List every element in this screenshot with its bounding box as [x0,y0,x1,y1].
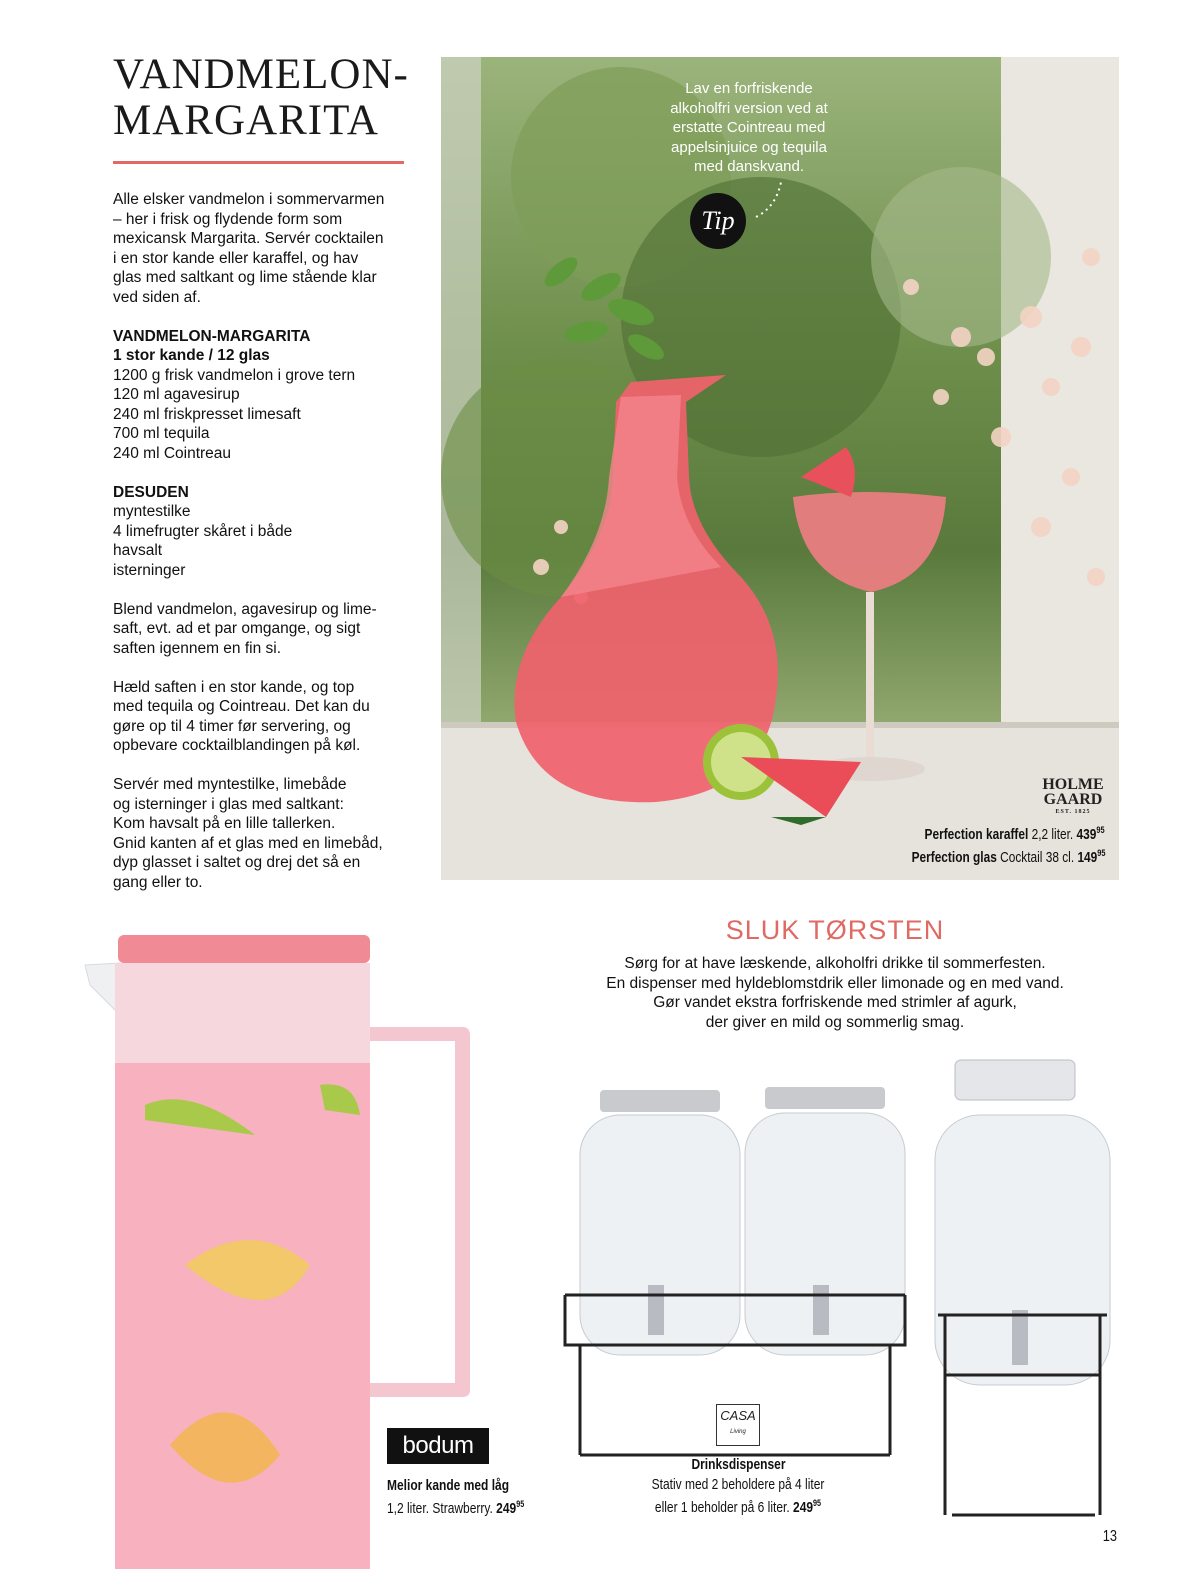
step-line: dyp glasset i saltet og drej det så en [113,854,361,871]
bodum-caption-detail [387,1495,524,1518]
cocktail-glass-stem [866,592,874,762]
bodum-logo: bodum [387,1428,489,1464]
holmegaard-logo [1030,777,1116,817]
intro-line: – her i frisk og flydende form som [113,210,343,228]
cocktail-glass-bowl [793,492,946,592]
bodum-caption-name [387,1477,509,1495]
casa-logo-sub: Living [730,1429,746,1435]
pitcher-handle [370,1027,470,1397]
product-price: 439 [1076,826,1097,843]
casa-caption-detail-1 [626,1476,850,1494]
step-line: Kom havsalt på en lille tallerken. [113,815,336,832]
section-body [560,954,1110,1032]
step-line: saft, evt. ad et par omgange, og sigt [113,620,361,637]
hero-photo [441,57,1119,880]
step-line: gang eller to. [113,873,203,891]
intro-line: mexicansk Margarita. Servér cocktailen [113,230,384,247]
jar-lid [955,1060,1075,1100]
step-1 [113,600,418,659]
section-line: Sørg for at have læskende, alkoholfri drikke til sommerfesten. [624,955,1046,972]
recipe-title-line-1: VANDMELON- [113,51,409,98]
ingredient-item: 700 ml tequila [113,425,210,442]
pitcher-lid [118,935,370,963]
pitcher-image [80,935,480,1569]
jar-tap [813,1285,829,1335]
extra-item: 4 limefrugter skåret i både [113,522,293,540]
ingredients-block [113,327,418,464]
product-price-carafe [925,825,1105,843]
section-line: En dispenser med hyldeblomstdrik eller limonade og en med vand. [606,974,1064,992]
jar-lid [600,1090,720,1112]
extras-heading: DESUDEN [113,483,189,501]
product-detail: 1,2 liter. Strawberry. [387,1500,493,1517]
product-name: Perfection karaffel [924,826,1029,843]
section-line: der giver en mild og sommerlig smag. [705,1013,965,1031]
section-line: Gør vandet ekstra forfriskende med strimler af agurk, [653,994,1017,1011]
tip-line: med danskvand. [693,158,805,175]
title-divider [113,161,404,164]
section-title: SLUK TØRSTEN [725,915,945,945]
ingredient-item: 120 ml agavesirup [113,386,240,403]
pitcher-spout [85,963,120,1015]
tip-line: erstatte Cointreau med [672,119,826,136]
extras-block [113,483,418,581]
product-name: Melior kande med låg [387,1477,510,1494]
product-price-cents: 95 [516,1499,525,1509]
pitcher-top-ice [115,963,370,1063]
product-price-glass [911,848,1105,866]
extra-item: havsalt [113,542,163,559]
brand-est: EST. 1825 [1055,809,1091,815]
tip-line: Lav en forfriskende [685,80,813,97]
casa-caption-name [641,1456,837,1474]
product-name: Drinksdispenser [691,1456,786,1473]
tip-text [649,79,849,177]
casa-logo [716,1404,760,1446]
product-price-cents: 95 [813,1498,822,1508]
brand-line: GAARD [1043,791,1103,808]
hero-illustration [441,57,1119,880]
step-line: opbevare cocktailblandingen på køl. [113,737,361,754]
step-line: Servér med myntestilke, limebåde [113,776,347,793]
dispensers-image [560,1055,1120,1525]
tip-badge: Tip [690,193,746,249]
step-2 [113,678,418,756]
ingredient-item: 240 ml Cointreau [113,444,232,462]
window-frame [1001,57,1119,737]
step-line: og isterninger i glas med saltkant: [113,795,344,813]
product-name: Perfection glas [911,849,997,866]
page-number: 13 [1102,1528,1118,1545]
step-line: Blend vandmelon, agavesirup og lime- [113,600,377,618]
step-line: Hæld saften i en stor kande, og top [113,678,355,696]
product-detail: eller 1 beholder på 6 liter. [654,1499,790,1516]
ingredient-item: 240 ml friskpresset limesaft [113,405,301,423]
casa-caption-detail-2 [626,1494,850,1517]
watermelon-slice [801,447,855,497]
step-line: gøre op til 4 timer før servering, og [113,717,351,735]
ingredients-heading: VANDMELON-MARGARITA [113,327,311,345]
step-line: Gnid kanten af et glas med en limebåd, [113,834,383,852]
product-detail: Cocktail 38 cl. [999,849,1074,866]
casa-logo-text: CASA [720,1408,756,1423]
jar-tap [648,1285,664,1335]
product-detail: Stativ med 2 beholdere på 4 liter [651,1476,825,1493]
recipe-title-line-2: MARGARITA [113,97,379,144]
tip-line: alkoholfri version ved at [670,99,828,117]
ingredients-yield: 1 stor kande / 12 glas [113,347,270,364]
product-detail: 2,2 liter. [1031,826,1074,843]
intro-line: ved siden af. [113,288,201,306]
recipe-title [113,52,433,144]
ingredient-item: 1200 g frisk vandmelon i grove tern [113,366,356,384]
brand-line: HOLME [1042,776,1104,793]
product-price: 249 [793,1499,814,1516]
step-line: saften igennem en fin si. [113,639,282,657]
product-price-cents: 95 [1096,848,1105,858]
product-price-cents: 95 [1096,825,1105,835]
step-3 [113,775,418,892]
step-line: med tequila og Cointreau. Det kan du [113,698,370,715]
tip-line: appelsinjuice og tequila [671,138,827,156]
recipe-text [113,190,418,912]
extra-item: myntestilke [113,503,191,520]
intro-line: i en stor kande eller karaffel, og hav [113,249,359,267]
intro-line: Alle elsker vandmelon i sommervarmen [113,191,385,208]
recipe-intro [113,190,418,307]
jar-lid [765,1087,885,1109]
extra-item: isterninger [113,561,186,579]
product-price: 249 [496,1500,517,1517]
intro-line: glas med saltkant og lime stående klar [113,269,377,286]
jar-tap [1012,1310,1028,1365]
product-price: 149 [1076,849,1097,866]
